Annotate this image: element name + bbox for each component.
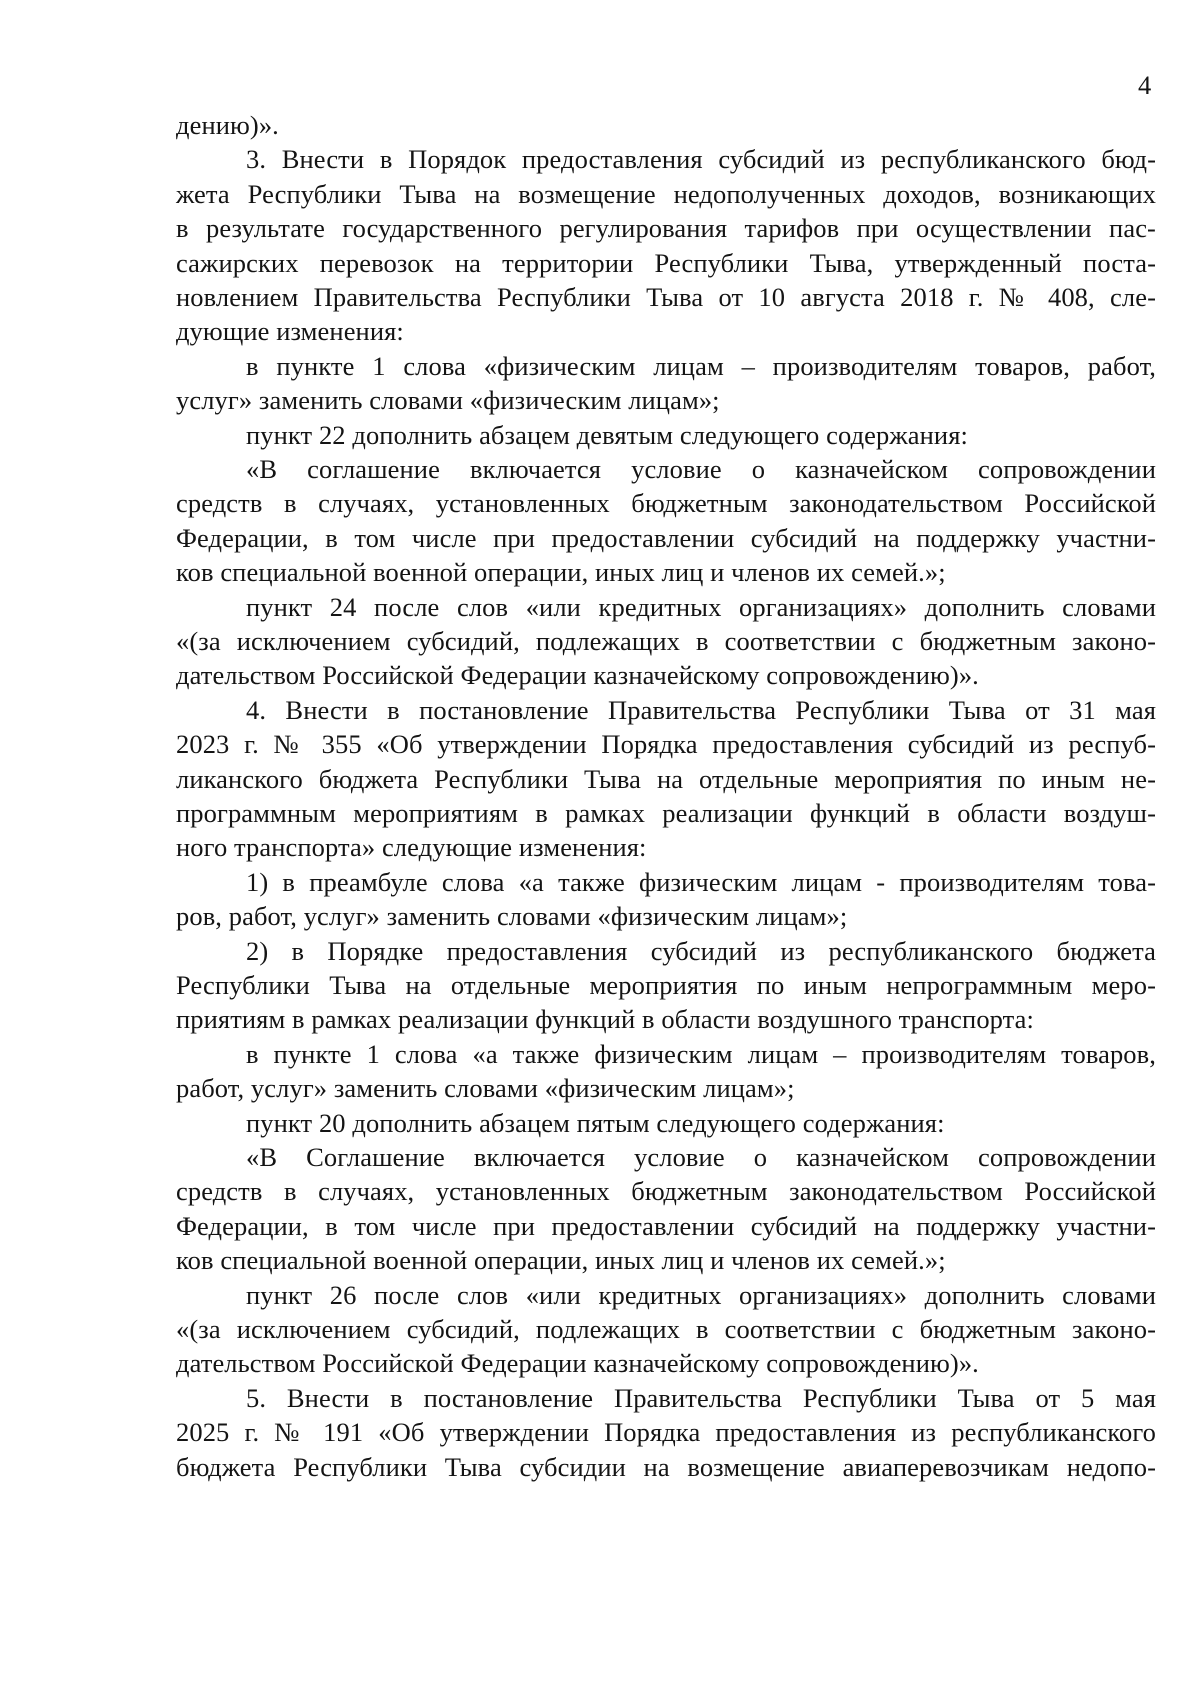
text-line: в пункте 1 слова «физическим лицам – производителям товаров, работ, xyxy=(246,350,1156,381)
text-line: средств в случаях, установленных бюджетным законодательством Российской xyxy=(176,488,1156,519)
text-line: новлением Правительства Республики Тыва от 10 августа 2018 г. № 408, сле- xyxy=(176,282,1156,312)
text-line: Федерации, в том числе при предоставлении субсидий на поддержку участни- xyxy=(176,522,1156,553)
text-line: программным мероприятиям в рамках реализации функций в области воздуш- xyxy=(176,798,1156,828)
text-line: дению)». xyxy=(176,110,279,140)
text-line: бюджета Республики Тыва субсидии на возмещение авиаперевозчикам недопо- xyxy=(176,1451,1156,1482)
text-line: Федерации, в том числе при предоставлении субсидий на поддержку участни- xyxy=(176,1210,1156,1241)
text-line: работ, услуг» заменить словами «физическим лицам»; xyxy=(176,1073,795,1104)
text-line: дательством Российской Федерации казначейскому сопровождению)». xyxy=(176,660,979,691)
text-line: услуг» заменить словами «физическим лицам»; xyxy=(176,385,720,416)
text-line: средств в случаях, установленных бюджетным законодательством Российской xyxy=(176,1176,1156,1207)
text-line: ков специальной военной операции, иных лиц и членов их семей.»; xyxy=(176,557,946,588)
text-line: в пункте 1 слова «а также физическим лицам – производителям товаров, xyxy=(246,1038,1156,1069)
text-line: 2025 г. № 191 «Об утверждении Порядка предоставления из республиканского xyxy=(176,1417,1156,1448)
page-number: 4 xyxy=(1138,70,1152,100)
text-line: «(за исключением субсидий, подлежащих в соответствии с бюджетным законо- xyxy=(176,1314,1156,1344)
text-line: пункт 24 после слов «или кредитных организациях» дополнить словами xyxy=(246,591,1156,622)
text-line: ров, работ, услуг» заменить словами «физическим лицам»; xyxy=(176,901,848,932)
text-line: дательством Российской Федерации казначейскому сопровождению)». xyxy=(176,1348,979,1379)
text-line: «В Соглашение включается условие о казначейском сопровождении xyxy=(246,1142,1156,1172)
text-line: 3. Внести в Порядок предоставления субсидий из республиканского бюд- xyxy=(246,144,1156,175)
text-line: жета Республики Тыва на возмещение недополученных доходов, возникающих xyxy=(176,178,1156,209)
text-line: сажирских перевозок на территории Республики Тыва, утвержденный поста- xyxy=(176,247,1156,278)
text-line: ного транспорта» следующие изменения: xyxy=(176,832,647,863)
text-line: 1) в преамбуле слова «а также физическим лицам - производителям това- xyxy=(246,866,1156,897)
text-line: пункт 22 дополнить абзацем девятым следующего содержания: xyxy=(246,419,968,450)
text-line: в результате государственного регулирования тарифов при осуществлении пас- xyxy=(176,213,1156,244)
text-line: приятиям в рамках реализации функций в области воздушного транспорта: xyxy=(176,1004,1034,1035)
text-line: 2) в Порядке предоставления субсидий из республиканского бюджета xyxy=(246,935,1156,966)
text-line: «(за исключением субсидий, подлежащих в соответствии с бюджетным законо- xyxy=(176,626,1156,656)
text-line: «В соглашение включается условие о казначейском сопровождении xyxy=(246,454,1156,484)
text-line: пункт 20 дополнить абзацем пятым следующего содержания: xyxy=(246,1107,945,1138)
text-line: 4. Внести в постановление Правительства Республики Тыва от 31 мая xyxy=(246,694,1156,725)
text-line: 5. Внести в постановление Правительства Республики Тыва от 5 мая xyxy=(246,1382,1156,1413)
text-line: дующие изменения: xyxy=(176,316,404,347)
text-line: 2023 г. № 355 «Об утверждении Порядка предоставления субсидий из респуб- xyxy=(176,729,1156,760)
text-line: ков специальной военной операции, иных лиц и членов их семей.»; xyxy=(176,1245,946,1276)
text-line: ликанского бюджета Республики Тыва на отдельные мероприятия по иным не- xyxy=(176,763,1156,794)
text-line: Республики Тыва на отдельные мероприятия по иным непрограммным меро- xyxy=(176,970,1156,1000)
text-line: пункт 26 после слов «или кредитных организациях» дополнить словами xyxy=(246,1279,1156,1310)
